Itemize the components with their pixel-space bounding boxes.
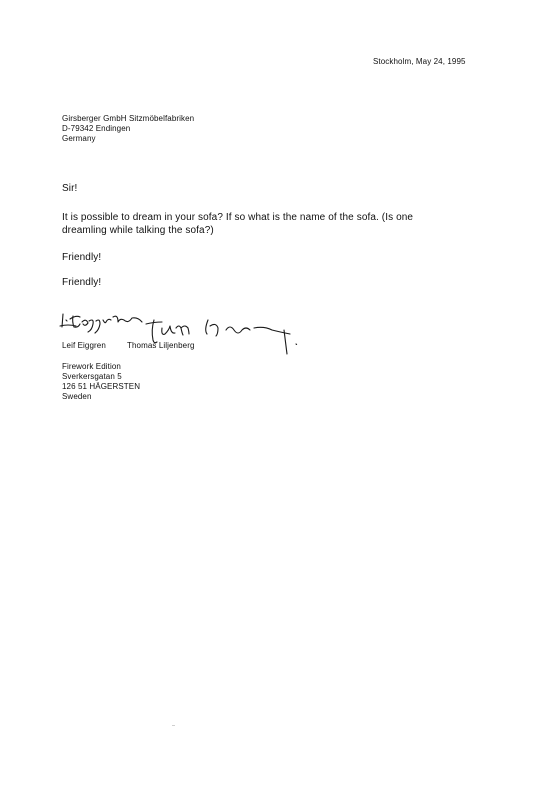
body-paragraph — [62, 211, 442, 237]
sender-address — [62, 362, 262, 402]
recipient-line-1: Girsberger GmbH Sitzmöbelfabriken — [62, 114, 195, 123]
sender-line-1: Firework Edition — [62, 362, 121, 371]
closing-2: Friendly! — [62, 277, 102, 288]
salutation: Sir! — [62, 183, 78, 194]
recipient-line-2: D-79342 Endingen — [62, 124, 131, 133]
sender-line-3: 126 51 HÄGERSTEN — [62, 382, 141, 391]
sender-line-4: Sweden — [62, 392, 92, 401]
letter-date: Stockholm, May 24, 1995 — [373, 57, 466, 66]
recipient-address — [62, 114, 322, 144]
signatory-name-1: Leif Eiggren — [62, 341, 106, 350]
handwritten-signatures — [58, 300, 308, 362]
body-line-2: dreamling while talking the sofa?) — [62, 225, 214, 236]
sender-line-2: Sverkersgatan 5 — [62, 372, 122, 381]
recipient-line-3: Germany — [62, 134, 96, 143]
body-line-1: It is possible to dream in your sofa? If so what is the name of the sofa. (Is one — [62, 212, 414, 223]
scan-speck — [172, 725, 175, 726]
signatory-name-2: Thomas Liljenberg — [127, 341, 195, 350]
closing-1: Friendly! — [62, 252, 102, 263]
